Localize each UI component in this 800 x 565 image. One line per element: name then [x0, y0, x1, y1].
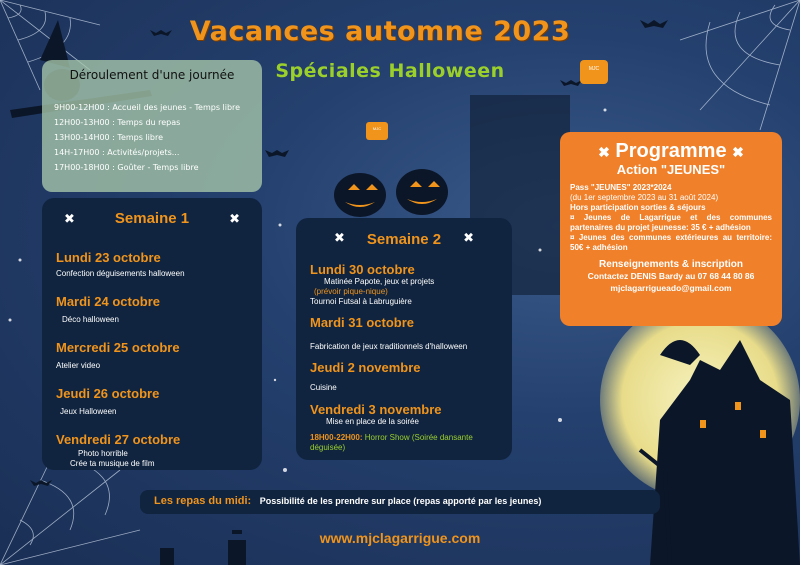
mjc-logo: MJC — [580, 60, 608, 84]
day-activity: Cuisine — [310, 383, 337, 392]
day-activity: Mise en place de la soirée — [326, 417, 419, 426]
contact-email[interactable]: mjclagarrigueado@gmail.com — [610, 283, 732, 293]
star-icon: ✖ — [64, 211, 75, 226]
week-2-panel — [296, 218, 512, 460]
page-subtitle: Spéciales Halloween — [275, 60, 505, 82]
schedule-row: 9H00-12H00 : Accueil des jeunes - Temps libre — [54, 103, 241, 112]
crossbones-icon: ✖ — [732, 144, 744, 160]
day-heading: Mardi 31 octobre — [310, 315, 415, 330]
star-icon: ✖ — [463, 230, 474, 245]
schedule-row: 12H00-13H00 : Temps du repas — [54, 118, 181, 127]
day-activity: Matinée Papote, jeux et projets — [324, 277, 435, 286]
schedule-row: 17H00-18H00 : Goûter - Temps libre — [54, 163, 199, 172]
day-activity: Atelier video — [56, 361, 101, 370]
daily-schedule-panel — [42, 60, 262, 192]
jack-o-lanterns — [334, 169, 448, 217]
day-activity: Fabrication de jeux traditionnels d'halloween — [310, 342, 468, 351]
programme-title-text: Programme — [615, 140, 727, 162]
price-local: ¤ Jeunes de Lagarrigue et des communes partenaires du projet jeunesse: 35 € + adhésion — [570, 213, 772, 232]
day-note: (prévoir pique-nique) — [314, 287, 388, 296]
day-activity: Photo horrible — [78, 449, 128, 458]
week-1-panel — [42, 198, 262, 470]
info-title: Renseignements & inscription — [599, 259, 743, 270]
day-heading: Lundi 30 octobre — [310, 262, 415, 277]
programme-subtitle: Action "JEUNES" — [616, 162, 726, 177]
evening-time: 18H00-22H00: — [310, 433, 363, 442]
pass-exclusion: Hors participation sorties & séjours — [570, 203, 706, 212]
star-icon: ✖ — [229, 211, 240, 226]
day-activity: Jeux Halloween — [60, 407, 117, 416]
week-2-title: Semaine 2 — [366, 231, 442, 248]
evening-event: Horror Show (Soirée dansante déguisée) — [310, 433, 473, 452]
day-activity: Déco halloween — [62, 315, 119, 324]
mjc-logo-small: MJC — [366, 122, 388, 140]
day-heading: Vendredi 27 octobre — [56, 432, 181, 447]
lunch-text: Possibilité de les prendre sur place (repas apporté par les jeunes) — [259, 496, 542, 506]
day-activity: Tournoi Futsal à Labruguière — [310, 297, 412, 306]
programme-title — [570, 140, 772, 163]
lunch-label: Les repas du midi: — [154, 495, 252, 507]
lunch-info-bar — [140, 490, 660, 514]
schedule-row: 14H-17H00 : Activités/projets... — [54, 148, 180, 157]
price-external: ¤ Jeunes des communes extérieures au territoire: 50€ + adhésion — [570, 233, 772, 252]
day-heading: Mercredi 25 octobre — [56, 340, 180, 355]
pass-dates: (du 1er septembre 2023 au 31 août 2024) — [570, 193, 719, 202]
day-heading: Jeudi 26 octobre — [56, 386, 160, 401]
day-heading: Vendredi 3 novembre — [310, 402, 442, 417]
star-icon: ✖ — [334, 230, 345, 245]
daily-schedule-title: Déroulement d'une journée — [69, 68, 235, 82]
day-activity: Crée ta musique de film — [70, 459, 155, 468]
day-heading: Jeudi 2 novembre — [310, 360, 421, 375]
graves — [160, 530, 246, 565]
programme-panel — [560, 132, 782, 326]
pass-title: Pass "JEUNES" 2023*2024 — [570, 183, 672, 192]
day-heading: Lundi 23 octobre — [56, 250, 161, 265]
website-link[interactable]: www.mjclagarrigue.com — [319, 530, 481, 546]
contact-phone: Contactez DENIS Bardy au 07 68 44 80 86 — [587, 271, 755, 281]
day-heading: Mardi 24 octobre — [56, 294, 161, 309]
schedule-row: 13H00-14H00 : Temps libre — [54, 133, 164, 142]
cobweb-top-right — [680, 0, 800, 130]
crossbones-icon: ✖ — [598, 144, 610, 160]
day-activity: Confection déguisements halloween — [56, 269, 185, 278]
haunted-house-silhouette — [650, 340, 800, 565]
page-title: Vacances automne 2023 — [189, 16, 571, 47]
week-1-title: Semaine 1 — [114, 210, 190, 227]
